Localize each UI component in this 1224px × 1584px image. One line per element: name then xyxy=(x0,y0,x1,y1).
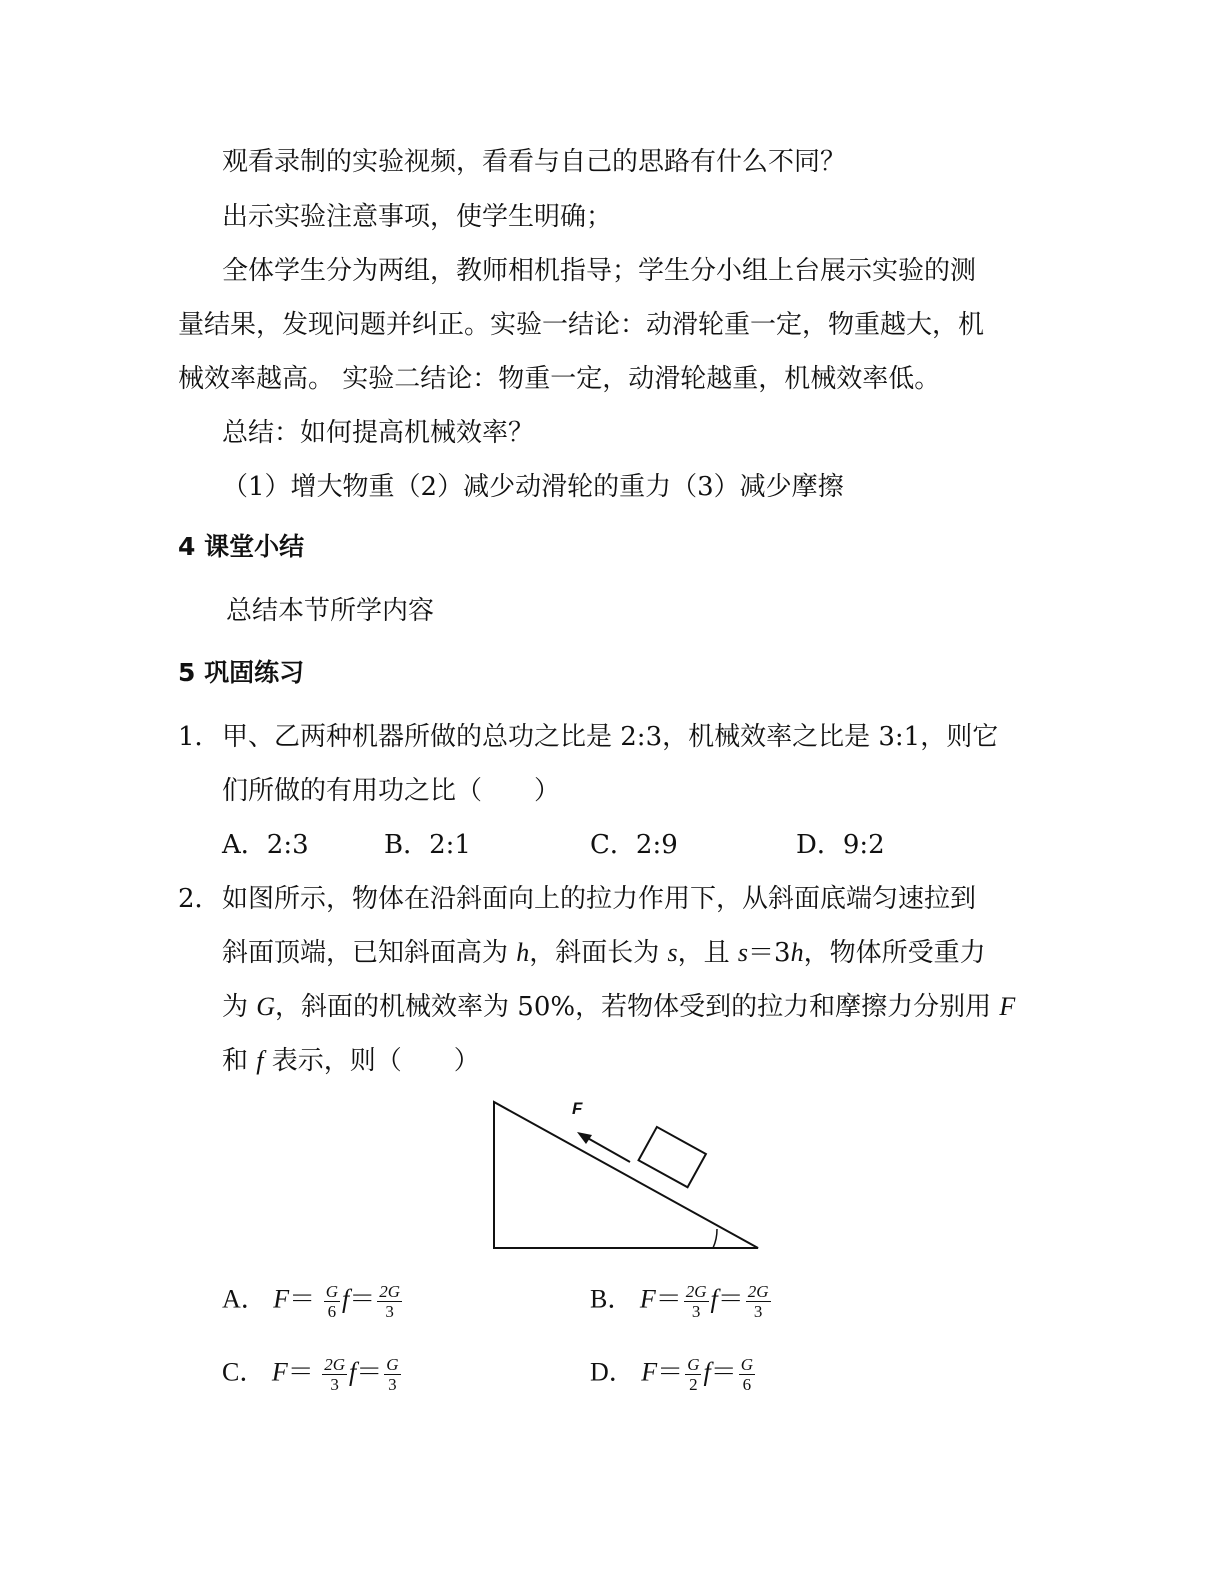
var-h: h xyxy=(790,938,804,967)
fraction xyxy=(384,1355,400,1394)
text-segment: ＝3 xyxy=(748,938,791,968)
numerator: 2G xyxy=(747,1282,769,1301)
question-1-option-d xyxy=(796,828,885,862)
numerator: G xyxy=(386,1355,399,1374)
question-2-option-b xyxy=(590,1282,773,1321)
denominator: 3 xyxy=(388,1375,397,1394)
text-segment: ，且 xyxy=(677,938,738,968)
question-2-option-c xyxy=(222,1355,403,1394)
numerator: 2G xyxy=(324,1355,346,1374)
section-5-heading: 5 巩固练习 xyxy=(178,658,305,687)
equals-sign: ＝ xyxy=(356,1357,383,1387)
force-arrowhead xyxy=(577,1132,592,1144)
equals-sign: ＝ xyxy=(289,1284,316,1314)
paragraph-groups-line1: 全体学生分为两组，教师相机指导；学生分小组上台展示实验的测 xyxy=(222,256,977,286)
equals-sign: ＝ xyxy=(657,1357,684,1387)
text-segment: ，斜面长为 xyxy=(529,938,668,968)
var-f-lower: f xyxy=(703,1357,711,1387)
text-segment: 和 xyxy=(222,1046,257,1076)
question-2-line4 xyxy=(222,1044,480,1078)
section-4-body: 总结本节所学内容 xyxy=(226,596,435,626)
denominator: 6 xyxy=(742,1375,752,1394)
option-text: 9:2 xyxy=(842,830,885,860)
fraction xyxy=(746,1282,771,1321)
numerator: 2G xyxy=(379,1282,400,1301)
text-segment: ，斜面的机械效率为 50%，若物体受到的拉力和摩擦力分别用 xyxy=(275,992,1000,1022)
var-f-upper: F xyxy=(641,1357,658,1387)
var-s: s xyxy=(667,938,678,967)
option-letter: C． xyxy=(222,1357,266,1387)
var-f-lower: f xyxy=(256,1046,264,1075)
paragraph-watch-video: 观看录制的实验视频，看看与自己的思路有什么不同？ xyxy=(222,147,847,177)
option-letter: D． xyxy=(590,1357,635,1387)
numerator: G xyxy=(740,1355,753,1374)
option-letter: B． xyxy=(384,830,430,860)
question-2-option-a xyxy=(222,1282,404,1321)
fraction xyxy=(685,1355,701,1394)
incline-figure xyxy=(480,1090,780,1260)
text-segment: 斜面顶端，已知斜面高为 xyxy=(222,938,517,968)
equals-sign: ＝ xyxy=(349,1284,376,1314)
option-letter: B． xyxy=(590,1284,634,1314)
angle-arc xyxy=(713,1229,717,1248)
question-1-option-a xyxy=(222,828,309,862)
option-letter: C． xyxy=(590,830,636,860)
var-f-upper: F xyxy=(999,992,1016,1021)
fraction xyxy=(739,1355,755,1394)
var-f-upper: F xyxy=(639,1284,656,1314)
var-f-lower: f xyxy=(710,1284,718,1314)
question-1-line1: 甲、乙两种机器所做的总功之比是 2:3，机械效率之比是 3:1，则它 xyxy=(222,722,999,752)
option-text: 2:9 xyxy=(635,830,678,860)
denominator: 3 xyxy=(753,1302,763,1321)
fraction xyxy=(377,1282,402,1321)
paragraph-groups-line2: 量结果，发现问题并纠正。实验一结论：动滑轮重一定，物重越大，机 xyxy=(178,310,985,340)
fraction xyxy=(324,1282,340,1321)
incline-triangle xyxy=(494,1102,758,1248)
question-2-option-d xyxy=(590,1355,757,1394)
question-2-line2 xyxy=(222,936,986,970)
question-1-option-b xyxy=(384,828,471,862)
var-f-upper: F xyxy=(273,1284,290,1314)
text-segment: 表示，则（ ） xyxy=(263,1046,480,1076)
denominator: 2 xyxy=(689,1375,698,1394)
fraction xyxy=(684,1282,709,1321)
option-letter: D． xyxy=(796,830,843,860)
question-2-line1: 如图所示，物体在沿斜面向上的拉力作用下，从斜面底端匀速拉到 xyxy=(222,884,977,914)
denominator: 3 xyxy=(385,1302,394,1321)
denominator: 6 xyxy=(327,1302,337,1321)
var-h: h xyxy=(516,938,530,967)
equals-sign: ＝ xyxy=(717,1284,744,1314)
block-group xyxy=(639,1127,706,1187)
text-segment: ，物体所受重力 xyxy=(803,938,986,968)
equals-sign: ＝ xyxy=(655,1284,682,1314)
option-letter: A． xyxy=(222,1284,267,1314)
block xyxy=(639,1127,706,1187)
equals-sign: ＝ xyxy=(287,1357,314,1387)
numerator: G xyxy=(687,1355,700,1374)
equals-sign: ＝ xyxy=(710,1357,737,1387)
force-label: F xyxy=(572,1099,583,1118)
numerator: G xyxy=(325,1282,338,1301)
denominator: 3 xyxy=(691,1302,701,1321)
option-letter: A． xyxy=(222,830,267,860)
option-text: 2:3 xyxy=(266,830,309,860)
var-s: s xyxy=(737,938,749,967)
paragraph-show-notes: 出示实验注意事项，使学生明确； xyxy=(222,202,613,232)
option-text: 2:1 xyxy=(429,830,471,860)
force-arrow-line xyxy=(584,1136,630,1162)
paragraph-groups-line3: 械效率越高。 实验二结论：物重一定，动滑轮越重，机械效率低。 xyxy=(178,364,941,394)
question-1-number: 1． xyxy=(178,722,221,752)
var-f-lower: f xyxy=(349,1357,357,1387)
numerator: 2G xyxy=(685,1282,707,1301)
section-4-heading: 4 课堂小结 xyxy=(178,532,305,561)
question-1-option-c xyxy=(590,828,678,862)
question-2-line3 xyxy=(222,990,1015,1024)
var-f-lower: f xyxy=(341,1284,350,1314)
text-segment: 为 xyxy=(222,992,257,1022)
question-1-line2: 们所做的有用功之比（ ） xyxy=(222,776,561,806)
var-f-upper: F xyxy=(271,1357,288,1387)
var-g: G xyxy=(256,992,276,1021)
denominator: 3 xyxy=(330,1375,339,1394)
paragraph-summary-methods: （1）增大物重（2）减少动滑轮的重力（3）减少摩擦 xyxy=(222,472,844,502)
question-2-number: 2． xyxy=(178,884,221,914)
paragraph-summary-question: 总结：如何提高机械效率？ xyxy=(222,418,535,448)
fraction xyxy=(322,1355,347,1394)
